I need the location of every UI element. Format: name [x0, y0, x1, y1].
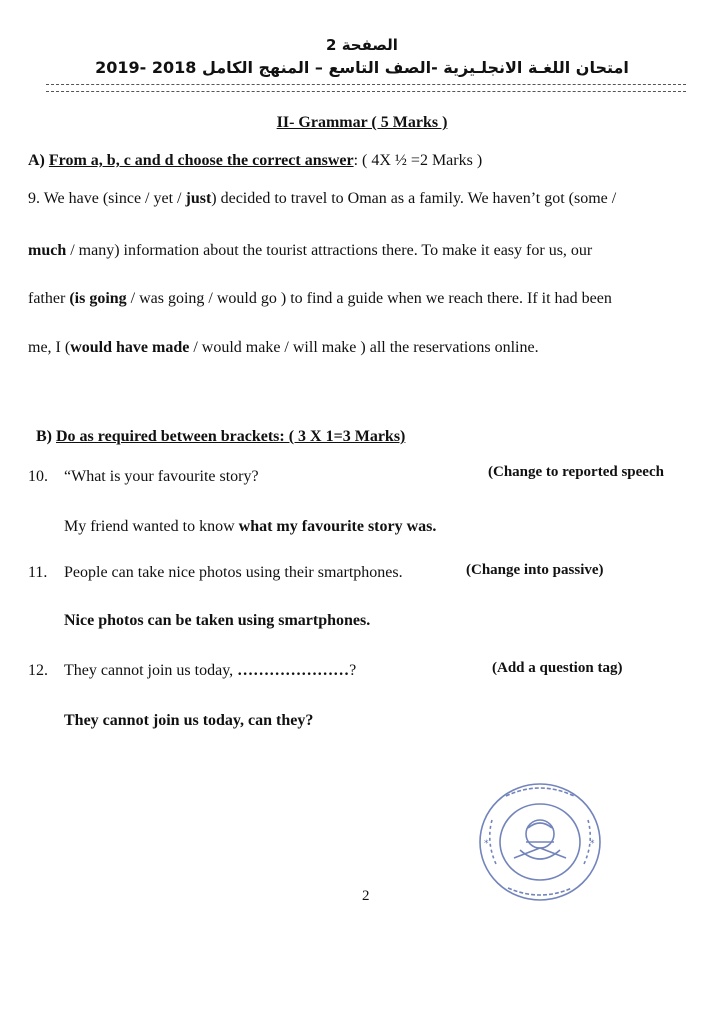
- answer-bold: what my favourite story was.: [238, 518, 437, 535]
- part-a-heading-text: From a, b, c and d choose the correct answer: [48, 152, 354, 169]
- section-title: II- Grammar ( 5 Marks ): [276, 114, 448, 131]
- question-number: 11.: [28, 564, 48, 581]
- question-text: “What is your favourite story?: [64, 468, 259, 485]
- header-exam-title: امتحان اللغـة الانجلـيزية -الصف التاسع – المنهج الكامل 2018 -2019: [95, 58, 629, 77]
- part-a-heading: [28, 152, 482, 170]
- part-a-line: [28, 339, 539, 357]
- answer-option-bold: would have made: [70, 339, 190, 356]
- part-a-line: [28, 190, 616, 208]
- school-stamp-icon: [476, 780, 604, 904]
- answer-line: [64, 612, 370, 630]
- sentence-segment: me, I (: [28, 339, 71, 356]
- question-text: [64, 662, 356, 680]
- part-a-marks: : ( 4X ½ =2 Marks ): [353, 152, 483, 169]
- answer-bold: Nice photos can be taken using smartphones.: [64, 612, 371, 629]
- part-a-line: [28, 242, 592, 260]
- question-text: People can take nice photos using their smartphones.: [64, 564, 403, 581]
- part-b-heading: [36, 428, 405, 446]
- header-page-label: الصفحة 2: [326, 36, 398, 54]
- sentence-segment: / many) information about the tourist attractions there. To make it easy for us, our: [66, 242, 593, 259]
- sentence-segment: 9. We have (since / yet /: [28, 190, 186, 207]
- answer-line: [64, 518, 436, 536]
- part-b-letter: B): [36, 428, 52, 445]
- question-text-prefix: They cannot join us today,: [64, 662, 238, 679]
- sentence-segment: ) decided to travel to Oman as a family. We haven’t got (some /: [211, 190, 617, 207]
- question-instruction: (Change into passive): [466, 562, 604, 578]
- header-divider: [46, 84, 686, 92]
- sentence-segment: / was going / would go ) to find a guide when we reach there. If it had been: [126, 290, 612, 307]
- svg-text:*: *: [590, 839, 595, 849]
- sentence-segment: / would make / will make ) all the reservations online.: [189, 339, 539, 356]
- question-instruction: (Change to reported speech: [488, 464, 664, 480]
- svg-text:*: *: [484, 839, 489, 849]
- answer-line: [64, 712, 313, 730]
- part-b-heading-text: Do as required between brackets: ( 3 X 1=3 Marks): [56, 428, 406, 445]
- question-number: 12.: [28, 662, 48, 679]
- answer-option-bold: just: [185, 190, 212, 207]
- part-a-letter: A): [28, 152, 45, 169]
- answer-blank: …………………: [237, 662, 350, 679]
- question-instruction: (Add a question tag): [492, 660, 623, 676]
- answer-prefix: My friend wanted to know: [64, 518, 239, 535]
- part-a-line: [28, 290, 612, 308]
- answer-bold: They cannot join us today, can they?: [64, 712, 314, 729]
- question-text-suffix: ?: [349, 662, 357, 679]
- sentence-segment: father: [28, 290, 70, 307]
- page-number: 2: [362, 888, 370, 904]
- question-number: 10.: [28, 468, 48, 485]
- answer-option-bold: (is going: [69, 290, 127, 307]
- answer-option-bold: much: [28, 242, 67, 259]
